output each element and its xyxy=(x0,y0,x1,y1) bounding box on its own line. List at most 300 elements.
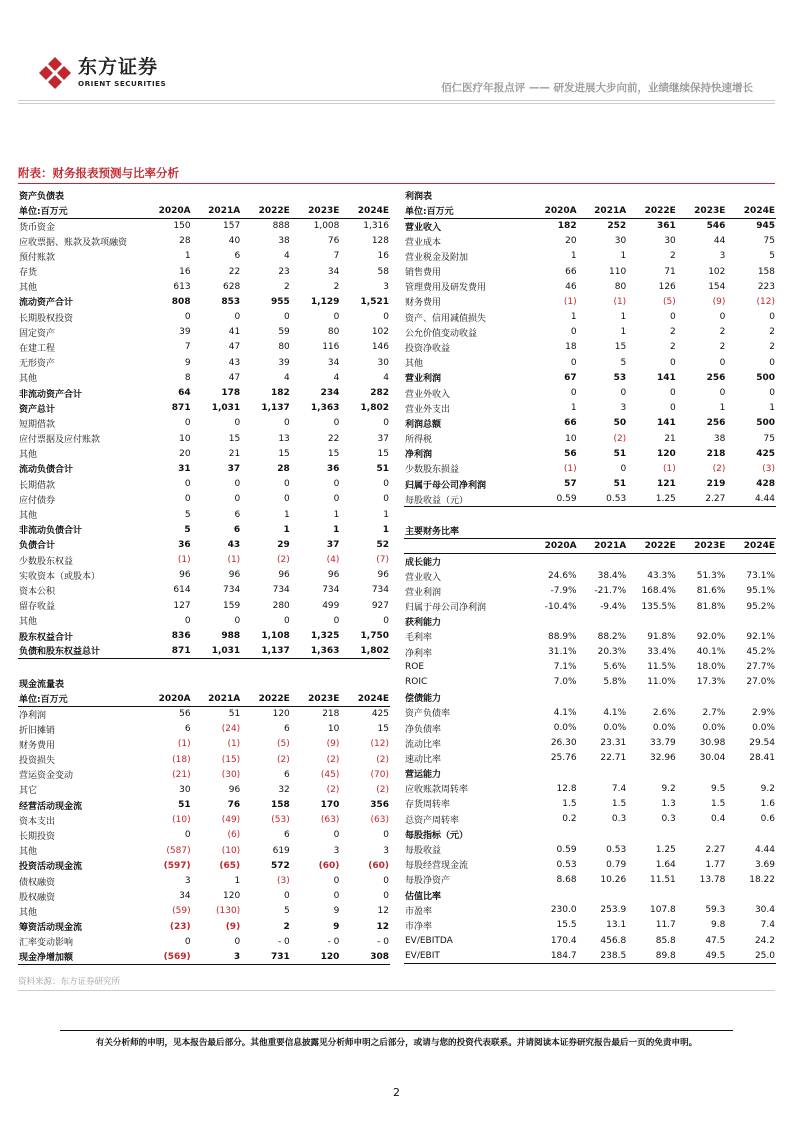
year-header: 2022E xyxy=(627,538,677,553)
row-value: (59) xyxy=(172,906,191,917)
row-value: 30 xyxy=(664,236,676,247)
row-value: 159 xyxy=(223,600,241,611)
row-value: 1 xyxy=(570,312,577,323)
row-value: 361 xyxy=(656,221,676,232)
row-value: 9.2 xyxy=(661,783,676,794)
row-value: (70) xyxy=(370,769,389,780)
row-value: 30.98 xyxy=(699,738,726,749)
row-value: (1) xyxy=(663,463,676,474)
row-value: 96 xyxy=(278,570,290,581)
year-header: 2024E xyxy=(726,203,776,218)
row-value: 29.54 xyxy=(749,738,775,749)
report-title: 佰仁医疗年报点评 —— 研发进展大步向前，业绩继续保持快速增长 xyxy=(441,82,753,94)
row-value: 18.0% xyxy=(696,662,726,673)
row-value: 178 xyxy=(221,388,241,399)
row-value: (9) xyxy=(225,921,241,932)
row-value: 3.69 xyxy=(754,859,775,870)
table-row xyxy=(404,903,776,918)
row-label: 少数股东损益 xyxy=(405,465,460,476)
row-value: 64 xyxy=(178,388,191,399)
row-value: 0.2 xyxy=(562,814,577,825)
row-value: 836 xyxy=(171,631,191,642)
row-label: 利润总额 xyxy=(405,419,442,430)
row-value: (2) xyxy=(277,555,290,566)
row-value: 66 xyxy=(565,266,577,277)
row-label: 短期借款 xyxy=(19,419,56,430)
row-label: 应收账款周转率 xyxy=(405,785,469,796)
row-label: 营业利润 xyxy=(405,587,442,598)
row-value: (63) xyxy=(320,815,340,826)
row-value: 0 xyxy=(284,891,290,902)
row-value: 6 xyxy=(284,769,290,780)
row-label: 成长能力 xyxy=(405,557,442,568)
row-value: (10) xyxy=(172,815,191,826)
row-value: 0 xyxy=(383,891,389,902)
row-value: 2 xyxy=(719,342,726,353)
row-value: 2 xyxy=(670,342,676,353)
row-value: 2.6% xyxy=(652,707,676,718)
row-value: (60) xyxy=(368,860,389,871)
table-row xyxy=(18,461,390,476)
row-value: 1,108 xyxy=(261,631,290,642)
row-value: 15 xyxy=(228,433,241,444)
row-value: 158 xyxy=(757,266,775,277)
row-value: 89.8 xyxy=(627,948,677,963)
row-value: 0 xyxy=(184,418,191,429)
row-value: 7 xyxy=(184,342,191,353)
row-label: 股东权益合计 xyxy=(19,632,74,643)
year-header: 2022E xyxy=(241,691,291,706)
row-value: 110 xyxy=(609,266,627,277)
row-value: 116 xyxy=(322,342,340,353)
year-header: 2020A xyxy=(142,203,192,218)
table-row xyxy=(18,889,390,904)
row-value xyxy=(528,553,578,568)
row-value: 22.71 xyxy=(600,753,627,764)
table-row xyxy=(404,599,776,614)
table-row xyxy=(404,385,776,400)
row-value: 22 xyxy=(327,433,340,444)
row-value: 0.79 xyxy=(606,859,627,870)
row-value: (9) xyxy=(712,296,726,307)
table-row xyxy=(18,355,390,370)
row-value: 23.31 xyxy=(600,738,627,749)
row-value: 15 xyxy=(377,448,389,459)
row-label: 其他 xyxy=(19,374,38,385)
table-row xyxy=(404,477,776,492)
row-value: (1) xyxy=(563,296,577,307)
row-label: 无形资产 xyxy=(19,359,56,370)
row-value: 219 xyxy=(706,479,726,490)
row-value: 41 xyxy=(228,327,241,338)
row-value: (23) xyxy=(169,921,191,932)
year-header: 2022E xyxy=(241,203,291,218)
table-row xyxy=(18,568,390,583)
row-value: 1.25 xyxy=(627,492,677,507)
row-value: 15 xyxy=(278,448,290,459)
table-row xyxy=(18,598,390,613)
row-value: 0 xyxy=(184,615,191,626)
table-row xyxy=(404,569,776,584)
row-value: 5 xyxy=(284,906,290,917)
row-value: 135.5% xyxy=(641,601,676,612)
row-value: (6) xyxy=(227,830,241,841)
row-value: 1.25 xyxy=(655,844,676,855)
row-value: 280 xyxy=(272,600,290,611)
table-row xyxy=(18,340,390,355)
row-value: 5 xyxy=(184,524,191,535)
row-label: 非流动资产合计 xyxy=(19,389,83,400)
table-title-row xyxy=(404,523,776,538)
row-value: 0 xyxy=(284,494,290,505)
row-value xyxy=(726,766,776,781)
row-label: 其他 xyxy=(19,511,38,522)
row-value xyxy=(726,888,776,903)
row-value: 51 xyxy=(613,479,627,490)
row-label: 净利润 xyxy=(19,710,47,721)
table-row xyxy=(404,249,776,264)
table-row xyxy=(404,888,776,903)
row-label: 营业外收入 xyxy=(405,389,451,400)
row-value: 10 xyxy=(179,433,191,444)
row-value: 29 xyxy=(277,539,290,550)
row-value: 223 xyxy=(757,281,775,292)
row-value: 2 xyxy=(719,327,726,338)
row-value: 0 xyxy=(234,418,241,429)
year-header: 2020A xyxy=(528,538,578,553)
row-value xyxy=(627,888,677,903)
row-value: (1) xyxy=(227,555,241,566)
row-value: 92.0% xyxy=(696,631,726,642)
row-value: 96 xyxy=(228,570,241,581)
row-value: 127 xyxy=(173,600,191,611)
row-value: 15 xyxy=(614,342,627,353)
row-label: 股权融资 xyxy=(19,892,56,903)
row-value: 28.41 xyxy=(749,753,775,764)
row-value xyxy=(726,827,776,842)
table-row xyxy=(18,798,390,813)
row-label: 每股指标（元） xyxy=(405,830,469,841)
row-value: 218 xyxy=(706,448,726,459)
cash-flow-table xyxy=(18,676,390,965)
table-row xyxy=(18,904,390,919)
row-value xyxy=(578,553,628,568)
row-value: 16 xyxy=(377,251,389,262)
row-value: 256 xyxy=(706,372,726,383)
row-value: (2) xyxy=(277,754,290,765)
table-row xyxy=(404,279,776,294)
row-value: (45) xyxy=(320,769,340,780)
row-value: 734 xyxy=(223,585,241,596)
row-value: (18) xyxy=(172,754,191,765)
row-value: (1) xyxy=(563,463,577,474)
row-value: (7) xyxy=(376,555,389,566)
row-value: (3) xyxy=(762,463,775,474)
row-value: 5 xyxy=(184,509,191,520)
table-row xyxy=(404,294,776,309)
row-value: 120 xyxy=(656,448,676,459)
table-row xyxy=(18,537,390,552)
row-value: 9.2 xyxy=(760,783,775,794)
row-value: 32.96 xyxy=(650,753,676,764)
row-value: 30.4 xyxy=(754,905,775,916)
row-value: 36 xyxy=(326,463,340,474)
year-header: 2021A xyxy=(192,691,242,706)
row-label: 其他 xyxy=(19,907,38,918)
row-value: 26.30 xyxy=(550,738,577,749)
row-value: 43 xyxy=(227,539,241,550)
row-label: 营业收入 xyxy=(405,572,442,583)
table-row xyxy=(18,294,390,309)
row-value: 73.1% xyxy=(746,571,775,582)
year-header: 2021A xyxy=(192,203,242,218)
row-value: 56 xyxy=(564,448,577,459)
row-value: 3 xyxy=(192,949,242,964)
row-value: 0 xyxy=(333,494,340,505)
row-value xyxy=(528,888,578,903)
page-number: 2 xyxy=(393,1086,400,1099)
row-value: 31.1% xyxy=(548,647,577,658)
row-value: 0 xyxy=(184,479,191,490)
row-value: 7.4 xyxy=(611,783,627,794)
row-value: 150 xyxy=(173,221,191,232)
table-row xyxy=(18,767,390,782)
table-row xyxy=(404,781,776,796)
row-value: (9) xyxy=(326,739,340,750)
row-value: -10.4% xyxy=(544,601,577,612)
row-value: 88.2% xyxy=(597,631,627,642)
row-value xyxy=(677,766,727,781)
row-value: 1 xyxy=(333,524,340,535)
row-label: 经营活动现金流 xyxy=(19,801,83,812)
brand-name-en: ORIENT SECURITIES xyxy=(78,79,167,89)
section-divider xyxy=(18,183,775,184)
row-label: 实收资本（或股本） xyxy=(19,571,101,582)
row-value: 47 xyxy=(228,372,241,383)
row-value xyxy=(578,690,628,705)
row-value: 88.9% xyxy=(548,631,577,642)
row-value: (12) xyxy=(370,739,389,750)
row-value: 10 xyxy=(565,433,577,444)
row-value: 32 xyxy=(278,784,290,795)
table-row xyxy=(404,827,776,842)
row-value: 1 xyxy=(570,251,577,262)
row-label: 流动资产合计 xyxy=(19,298,74,309)
row-value xyxy=(578,827,628,842)
table-row xyxy=(404,766,776,781)
row-value: 0 xyxy=(284,615,290,626)
unit-label: 单位:百万元 xyxy=(18,691,142,706)
row-value: 81.8% xyxy=(696,601,726,612)
row-label: 净利率 xyxy=(405,648,433,659)
source-divider xyxy=(18,990,775,991)
table-row xyxy=(18,858,390,873)
row-value: 0 xyxy=(284,312,290,323)
table-row xyxy=(404,218,776,233)
row-value: 3 xyxy=(184,876,191,887)
source-note: 资料来源：东方证券研究所 xyxy=(18,977,121,987)
row-value: 24.6% xyxy=(548,571,577,582)
row-value: 23 xyxy=(278,266,290,277)
table-title-row xyxy=(18,676,390,691)
table-row xyxy=(404,416,776,431)
row-value: 3 xyxy=(620,403,627,414)
row-value: 6 xyxy=(284,724,290,735)
row-value: 11.7 xyxy=(655,920,676,931)
row-label: EV/EBITDA xyxy=(405,935,453,946)
row-value: 2 xyxy=(769,342,775,353)
table-title: 主要财务比率 xyxy=(404,523,776,538)
row-value: 12 xyxy=(376,921,389,932)
year-header: 2023E xyxy=(677,538,727,553)
row-value: 9 xyxy=(333,921,340,932)
row-value: 0.53 xyxy=(606,844,627,855)
row-label: 市盈率 xyxy=(405,906,433,917)
row-value: 428 xyxy=(756,479,775,490)
row-value xyxy=(528,766,578,781)
row-value xyxy=(578,888,628,903)
table-row xyxy=(404,796,776,811)
table-row xyxy=(18,782,390,797)
row-label: 投资损失 xyxy=(19,756,56,767)
row-value: 1.3 xyxy=(661,798,676,809)
row-value: 96 xyxy=(377,570,389,581)
row-value: 27.7% xyxy=(746,662,775,673)
row-value: 282 xyxy=(370,388,389,399)
table-row xyxy=(18,934,390,949)
row-label: 营业成本 xyxy=(405,237,442,248)
row-value: 0 xyxy=(184,830,191,841)
row-value: 871 xyxy=(142,644,192,659)
row-value: 40 xyxy=(228,236,241,247)
table-row xyxy=(18,310,390,325)
row-value: 13.1 xyxy=(606,920,627,931)
table-row xyxy=(18,752,390,767)
row-value: 47 xyxy=(228,342,241,353)
row-value: 2 xyxy=(284,281,290,292)
row-value: 0 xyxy=(570,327,577,338)
row-value: 51 xyxy=(178,800,191,811)
row-label: 营业收入 xyxy=(405,222,442,233)
table-row xyxy=(18,446,390,461)
row-value: 46 xyxy=(565,281,577,292)
row-value: (60) xyxy=(318,860,340,871)
row-label: 投资净收益 xyxy=(405,343,451,354)
row-value: 59 xyxy=(278,327,290,338)
row-value xyxy=(677,888,727,903)
row-value: 52 xyxy=(376,539,389,550)
row-value: 9 xyxy=(184,357,191,368)
row-value: 33.4% xyxy=(647,647,676,658)
row-value: 0 xyxy=(719,312,726,323)
row-value: 12.8 xyxy=(556,783,577,794)
row-value: (2) xyxy=(712,463,726,474)
row-value: 1,325 xyxy=(310,631,340,642)
row-value: (10) xyxy=(221,845,241,856)
table-row xyxy=(404,720,776,735)
row-value: 2 xyxy=(670,251,676,262)
row-value: 15 xyxy=(327,448,340,459)
table-row xyxy=(18,644,390,659)
row-value: (24) xyxy=(221,724,241,735)
table-row xyxy=(404,614,776,629)
table-row xyxy=(404,872,776,887)
row-label: 非流动负债合计 xyxy=(19,526,83,537)
row-value: 1,750 xyxy=(360,631,389,642)
row-label: 负债和股东权益总计 xyxy=(18,644,142,659)
row-value: 4 xyxy=(383,372,389,383)
row-value: 888 xyxy=(272,221,290,232)
row-value: (65) xyxy=(219,860,241,871)
row-value: 4.1% xyxy=(603,707,627,718)
row-value: 9.5 xyxy=(711,783,726,794)
row-value: 0 xyxy=(570,388,577,399)
row-value: 0.59 xyxy=(528,492,578,507)
row-value xyxy=(677,614,727,629)
row-value: 614 xyxy=(173,585,191,596)
row-value: 1,363 xyxy=(291,644,341,659)
row-value: 39 xyxy=(179,327,191,338)
table-row xyxy=(18,218,390,233)
row-label: 流动负债合计 xyxy=(19,465,74,476)
row-value: 1,008 xyxy=(313,221,340,232)
row-label: 在建工程 xyxy=(19,343,56,354)
row-label: 现金净增加额 xyxy=(18,949,142,964)
row-value: 12 xyxy=(377,906,389,917)
row-value: 75 xyxy=(763,433,775,444)
row-value: (2) xyxy=(376,784,389,795)
row-value: 1,137 xyxy=(261,403,290,414)
row-label: 长期借款 xyxy=(19,480,56,491)
row-value: 182 xyxy=(270,388,290,399)
row-value: 0.53 xyxy=(578,492,628,507)
row-value: 45.2% xyxy=(746,647,775,658)
row-value: 75 xyxy=(763,236,775,247)
row-value: 51 xyxy=(613,448,627,459)
row-value: 182 xyxy=(557,221,577,232)
table-row xyxy=(404,933,776,948)
balance-sheet-table xyxy=(18,188,390,659)
row-label: 营运能力 xyxy=(405,770,442,781)
row-value: 4 xyxy=(284,372,290,383)
row-value: 1,137 xyxy=(241,644,291,659)
unit-label xyxy=(404,538,528,553)
row-value: 170.4 xyxy=(550,935,577,946)
row-value: 0 xyxy=(769,312,775,323)
row-value: 38 xyxy=(278,236,290,247)
row-value: 0 xyxy=(670,357,676,368)
row-value: 0 xyxy=(333,891,340,902)
row-value: 1,129 xyxy=(310,296,340,307)
row-value: 1,316 xyxy=(363,221,389,232)
row-value: 34 xyxy=(327,266,340,277)
row-value: 51 xyxy=(376,463,389,474)
table-row xyxy=(404,948,776,963)
row-value: 2 xyxy=(670,327,676,338)
row-value: 0 xyxy=(333,312,340,323)
row-value: 734 xyxy=(371,585,389,596)
row-value: 20 xyxy=(179,448,191,459)
table-row xyxy=(18,492,390,507)
row-label: 获利能力 xyxy=(405,618,442,629)
year-header: 2020A xyxy=(528,203,578,218)
row-value: 628 xyxy=(223,281,241,292)
row-value: 21 xyxy=(228,448,241,459)
row-value xyxy=(528,690,578,705)
row-value: (12) xyxy=(756,296,775,307)
table-row xyxy=(404,645,776,660)
row-value: 0 xyxy=(184,312,191,323)
